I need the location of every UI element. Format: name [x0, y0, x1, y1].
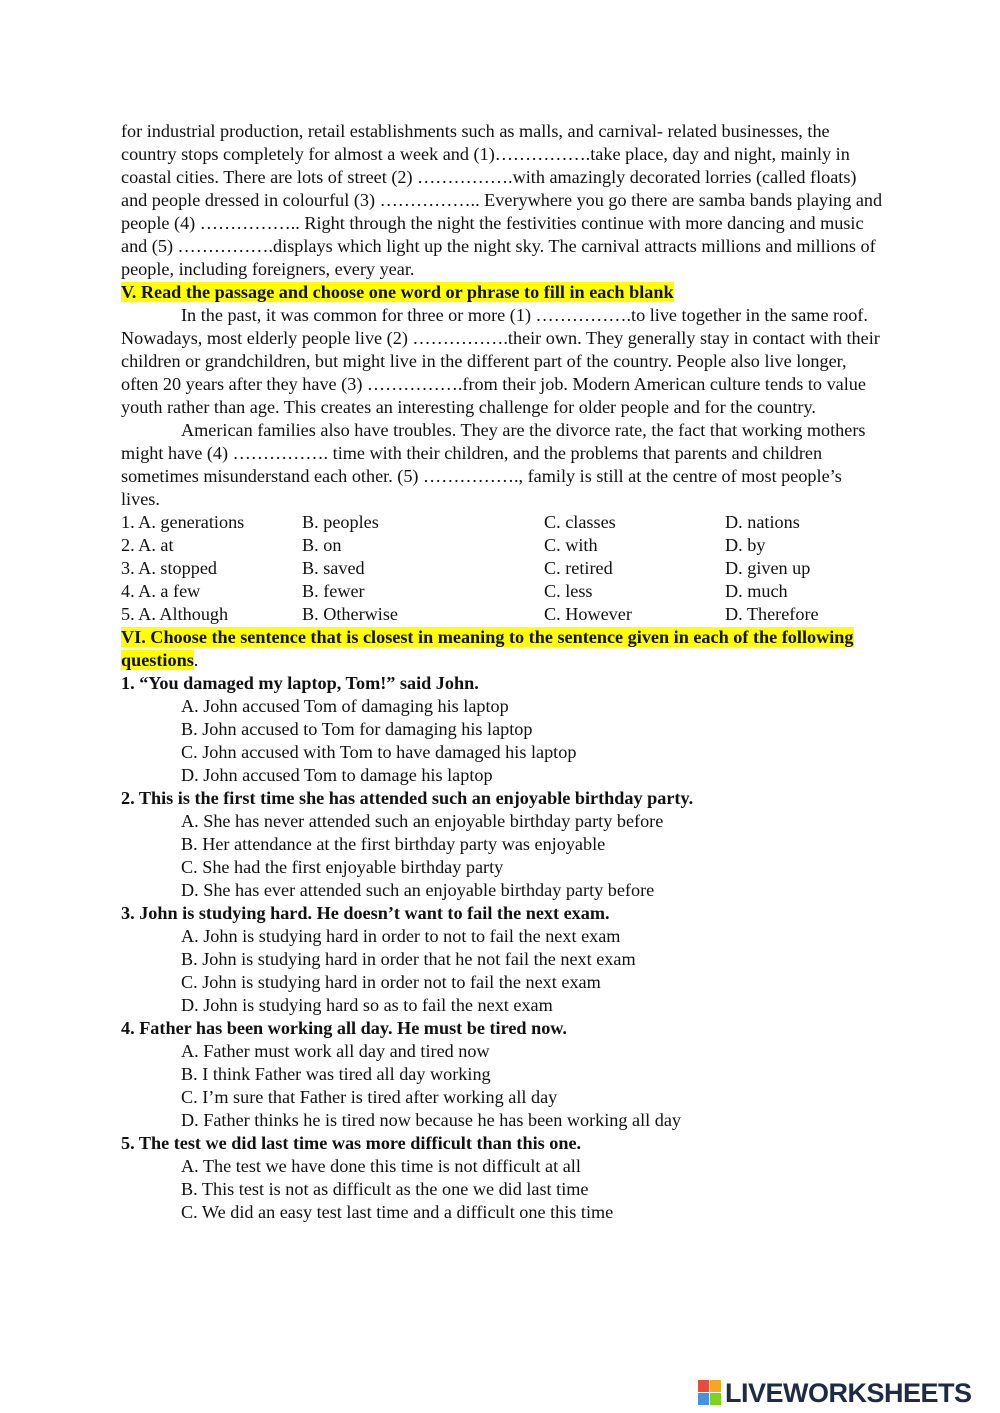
logo-square-red — [698, 1380, 709, 1392]
logo-square-blue — [698, 1393, 709, 1405]
option-2d[interactable]: D. by — [725, 535, 766, 555]
question-4-answer-b[interactable]: B. I think Father was tired all day working — [181, 1064, 491, 1084]
question-3-prompt: 3. John is studying hard. He doesn’t want to fail the next exam. — [121, 903, 610, 923]
option-2b[interactable]: B. on — [302, 535, 342, 555]
question-4-prompt: 4. Father has been working all day. He must be tired now. — [121, 1018, 567, 1038]
question-5-answer-a[interactable]: A. The test we have done this time is not difficult at all — [181, 1156, 581, 1176]
option-2a[interactable]: 2. A. at — [121, 535, 174, 555]
question-4-answer-d[interactable]: D. Father thinks he is tired now because he has been working all day — [181, 1110, 682, 1130]
question-5 — [121, 1132, 883, 1224]
logo-text: LIVEWORKSHEETS — [725, 1377, 972, 1408]
option-4d[interactable]: D. much — [725, 581, 788, 601]
question-2-prompt: 2. This is the first time she has attended such an enjoyable birthday party. — [121, 788, 694, 808]
option-3b[interactable]: B. saved — [302, 558, 365, 578]
option-1d[interactable]: D. nations — [725, 512, 800, 532]
option-5b[interactable]: B. Otherwise — [302, 604, 398, 624]
section-5-paragraph-1: In the past, it was common for three or more (1) …………….to live together in the same roof. Nowadays, most elderly people live (2) …………….their own. They generally stay in contact with their children or grandchildren, but might live in the different part of the country. People also live longer, often 20 years after they have (3) …………….from their job. Modern American culture tends to value youth rather than age. This creates an interesting challenge for older people and for the country. — [121, 305, 880, 417]
question-2-answer-b[interactable]: B. Her attendance at the first birthday party was enjoyable — [181, 834, 606, 854]
question-3-answer-a[interactable]: A. John is studying hard in order to not to fail the next exam — [181, 926, 621, 946]
option-3d[interactable]: D. given up — [725, 558, 811, 578]
option-row-4 — [121, 580, 883, 603]
option-row-2 — [121, 534, 883, 557]
logo-square-green — [710, 1393, 721, 1405]
worksheet-page — [121, 120, 883, 1224]
option-row-5 — [121, 603, 883, 626]
question-3-answer-b[interactable]: B. John is studying hard in order that he not fail the next exam — [181, 949, 636, 969]
option-4b[interactable]: B. fewer — [302, 581, 365, 601]
question-1-answer-b[interactable]: B. John accused to Tom for damaging his laptop — [181, 719, 533, 739]
question-4 — [121, 1017, 883, 1132]
question-1 — [121, 672, 883, 787]
section-5-paragraph-2: American families also have troubles. They are the divorce rate, the fact that working mothers might have (4) ……………. time with their children, and the problems that parents and children sometimes misunderstand each other. (5) ……………., family is still at the centre of most people’s lives. — [121, 420, 866, 509]
section-5-options — [121, 511, 883, 626]
question-5-answer-b[interactable]: B. This test is not as difficult as the one we did last time — [181, 1179, 589, 1199]
option-3c[interactable]: C. retired — [544, 558, 613, 578]
question-1-answer-c[interactable]: C. John accused with Tom to have damaged his laptop — [181, 742, 577, 762]
logo-square-orange — [710, 1380, 721, 1392]
question-2-answer-c[interactable]: C. She had the first enjoyable birthday party — [181, 857, 504, 877]
option-1b[interactable]: B. peoples — [302, 512, 379, 532]
question-5-prompt: 5. The test we did last time was more difficult than this one. — [121, 1133, 582, 1153]
liveworksheets-logo — [698, 1378, 972, 1408]
question-3-answer-c[interactable]: C. John is studying hard in order not to fail the next exam — [181, 972, 601, 992]
option-row-3 — [121, 557, 883, 580]
option-1c[interactable]: C. classes — [544, 512, 616, 532]
question-1-prompt: 1. “You damaged my laptop, Tom!” said John. — [121, 673, 479, 693]
question-5-answer-c[interactable]: C. We did an easy test last time and a difficult one this time — [181, 1202, 614, 1222]
option-row-1 — [121, 511, 883, 534]
question-4-answer-a[interactable]: A. Father must work all day and tired now — [181, 1041, 490, 1061]
question-2 — [121, 787, 883, 902]
carnival-passage: for industrial production, retail establishments such as malls, and carnival- related businesses, the country stops completely for almost a week and (1)…………….take place, day and night, mainly in coastal cities. There are lots of street (2) …………….with amazingly decorated lorries (called floats) and people dressed in colourful (3) …………….. Everywhere you go there are samba bands playing and people (4) …………….. Right through the night the festivities continue with more dancing and music and (5) …………….displays which light up the night sky. The carnival attracts millions and millions of people, including foreigners, every year. — [121, 121, 883, 279]
option-5a[interactable]: 5. A. Although — [121, 604, 229, 624]
question-2-answer-a[interactable]: A. She has never attended such an enjoyable birthday party before — [181, 811, 664, 831]
question-3-answer-d[interactable]: D. John is studying hard so as to fail the next exam — [181, 995, 553, 1015]
option-5d[interactable]: D. Therefore — [725, 604, 819, 624]
option-4a[interactable]: 4. A. a few — [121, 581, 201, 601]
section-6-heading: VI. Choose the sentence that is closest in meaning to the sentence given in each of the following questions. — [121, 627, 854, 670]
option-3a[interactable]: 3. A. stopped — [121, 558, 217, 578]
option-1a[interactable]: 1. A. generations — [121, 512, 245, 532]
liveworksheets-logo-icon — [698, 1380, 722, 1406]
question-1-answer-a[interactable]: A. John accused Tom of damaging his laptop — [181, 696, 509, 716]
question-2-answer-d[interactable]: D. She has ever attended such an enjoyable birthday party before — [181, 880, 655, 900]
question-4-answer-c[interactable]: C. I’m sure that Father is tired after working all day — [181, 1087, 558, 1107]
option-4c[interactable]: C. less — [544, 581, 593, 601]
section-5-heading: V. Read the passage and choose one word or phrase to fill in each blank — [121, 282, 674, 302]
option-2c[interactable]: C. with — [544, 535, 598, 555]
option-5c[interactable]: C. However — [544, 604, 632, 624]
question-1-answer-d[interactable]: D. John accused Tom to damage his laptop — [181, 765, 493, 785]
question-3 — [121, 902, 883, 1017]
